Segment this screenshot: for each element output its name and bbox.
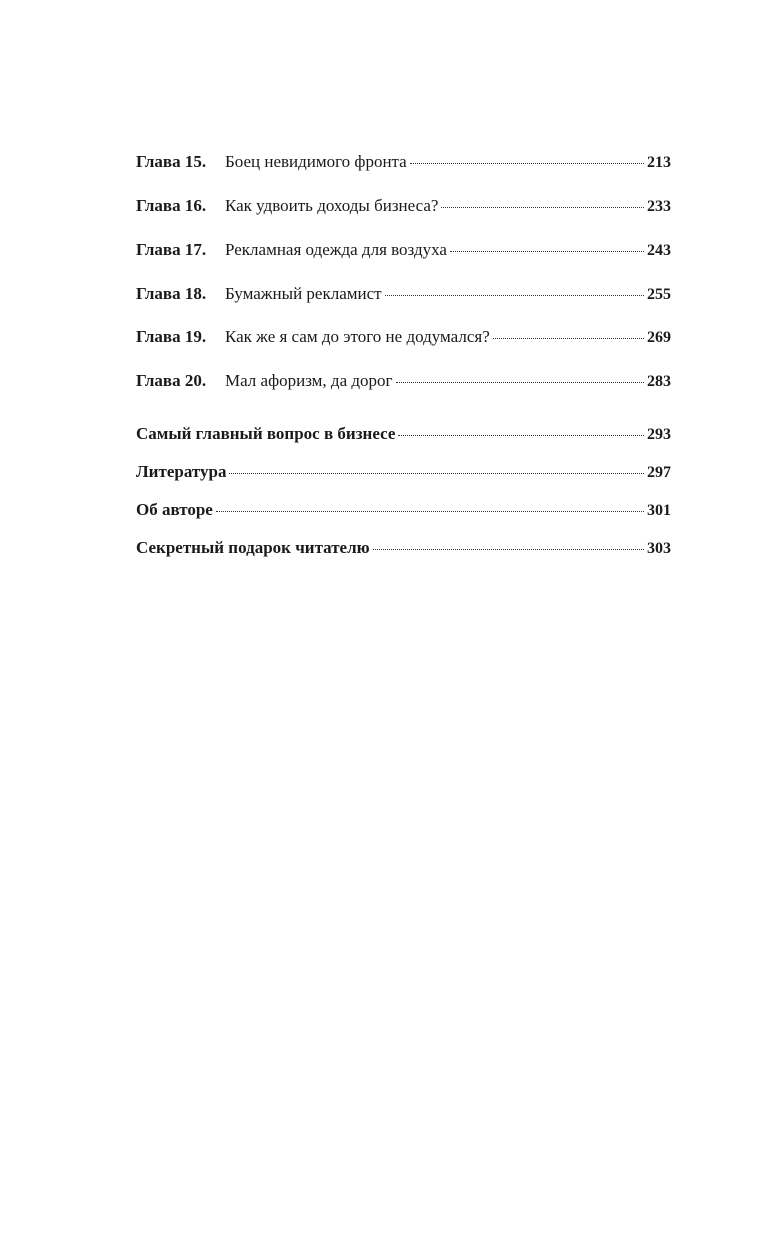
page-number: 301 [647, 502, 671, 519]
dot-leader [385, 294, 644, 296]
dot-leader [450, 250, 644, 252]
dot-leader [441, 206, 644, 208]
toc-entry-literature [136, 460, 671, 484]
chapter-title: Как удвоить доходы бизнеса? [225, 196, 439, 215]
page-number: 283 [647, 373, 671, 390]
dot-leader [373, 548, 644, 550]
chapter-title: Бумажный рекламист [225, 284, 382, 303]
dot-leader [396, 381, 644, 383]
toc-entry-secret-gift [136, 536, 671, 560]
dot-leader [398, 434, 644, 436]
page-number: 297 [647, 464, 671, 481]
toc-entry-chapter-17 [136, 238, 671, 262]
chapter-number: Глава 18. [136, 284, 207, 303]
page-number: 213 [647, 154, 671, 171]
toc-entry-chapter-15 [136, 150, 671, 174]
chapter-number: Глава 19. [136, 327, 207, 346]
chapter-number: Глава 20. [136, 371, 207, 390]
dot-leader [216, 510, 644, 512]
page-number: 243 [647, 242, 671, 259]
toc-entry-chapter-18 [136, 282, 671, 306]
section-title: Литература [136, 462, 227, 481]
section-title: Самый главный вопрос в бизнесе [136, 424, 396, 443]
dot-leader [493, 337, 644, 339]
chapter-number: Глава 15. [136, 152, 207, 171]
section-title: Об авторе [136, 500, 213, 519]
chapter-title: Как же я сам до этого не додумался? [225, 327, 490, 346]
chapter-number: Глава 17. [136, 240, 207, 259]
dot-leader [410, 162, 644, 164]
section-title: Секретный подарок читателю [136, 538, 370, 557]
page-number: 293 [647, 426, 671, 443]
dot-leader [229, 472, 644, 474]
chapter-title: Мал афоризм, да дорог [225, 371, 393, 390]
chapter-number: Глава 16. [136, 196, 207, 215]
toc-entry-about-author [136, 498, 671, 522]
page-number: 233 [647, 198, 671, 215]
chapter-title: Рекламная одежда для воздуха [225, 240, 447, 259]
toc-entry-chapter-16 [136, 194, 671, 218]
page-number: 303 [647, 540, 671, 557]
toc-entry-chapter-19 [136, 325, 671, 349]
toc-entry-chapter-20 [136, 369, 671, 393]
page-number: 255 [647, 286, 671, 303]
chapter-title: Боец невидимого фронта [225, 152, 407, 171]
toc-entry-main-question [136, 422, 671, 446]
page-number: 269 [647, 329, 671, 346]
